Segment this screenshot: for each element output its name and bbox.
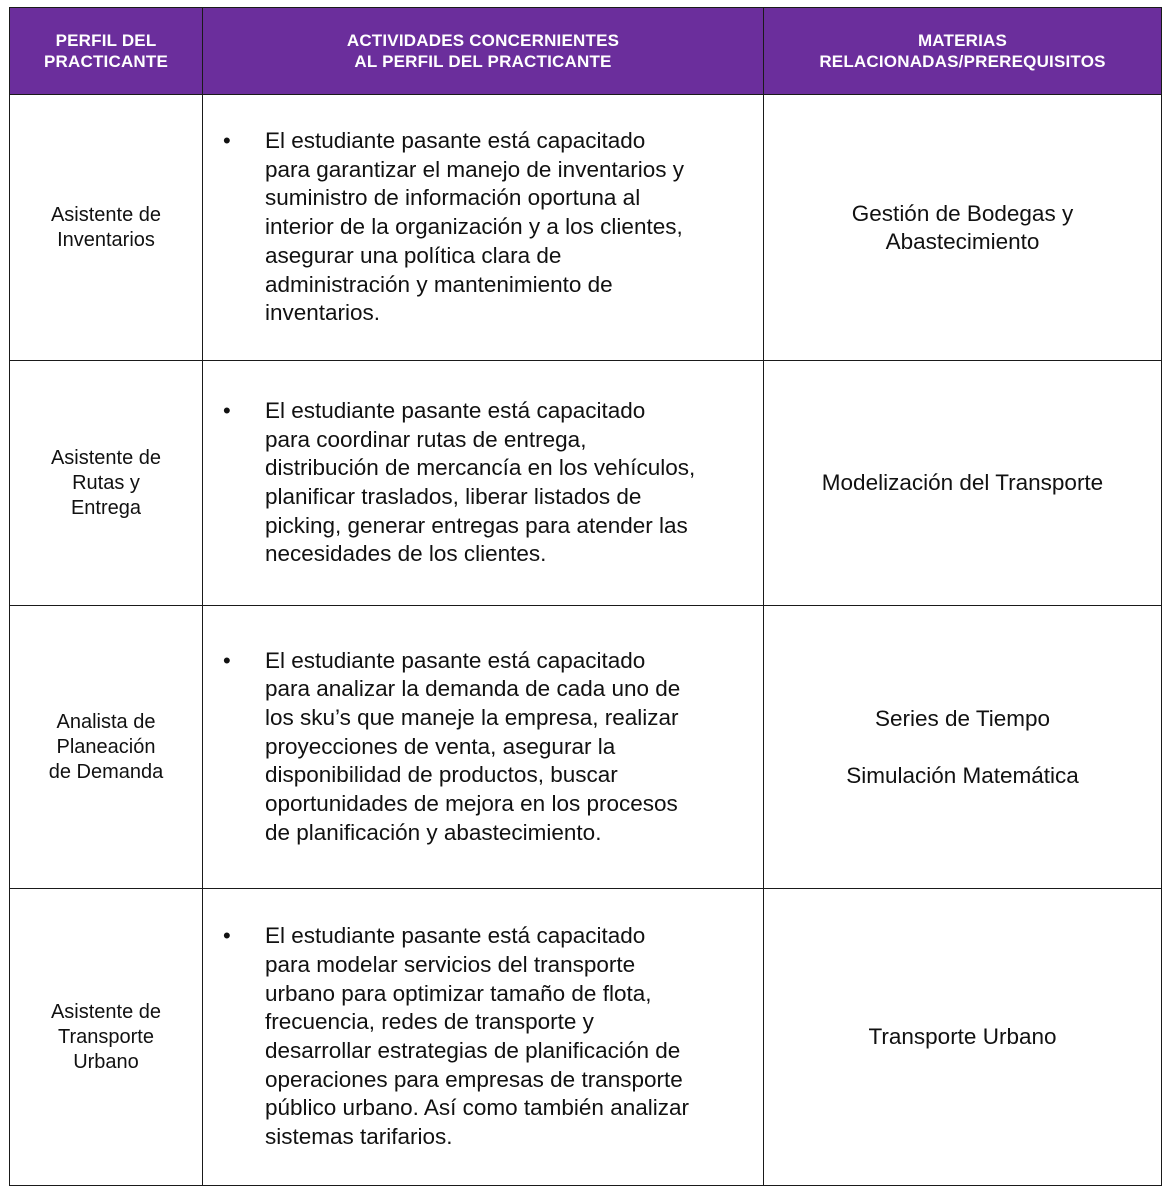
activity-bullet-item [203, 397, 763, 569]
bullet-icon: • [223, 397, 231, 423]
bullet-icon: • [223, 128, 231, 154]
subjects-cell: Series de Tiempo Simulación Matemática [764, 606, 1162, 889]
subjects-cell: Modelización del Transporte [764, 361, 1162, 606]
table-row [10, 889, 1162, 1186]
activity-text: El estudiante pasante está capacitado para coordinar rutas de entrega, distribución de mercancía en los vehículos, planificar traslados, liberar listados de picking, generar entregas para atender las necesidades de los clientes. [265, 397, 696, 567]
profile-cell: Asistente de Inventarios [10, 95, 203, 361]
activity-cell [203, 95, 764, 361]
bullet-icon: • [223, 923, 231, 949]
table-row [10, 95, 1162, 361]
profile-cell: Analista de Planeación de Demanda [10, 606, 203, 889]
activity-cell [203, 606, 764, 889]
subject-spacer [764, 733, 1161, 762]
activity-text: El estudiante pasante está capacitado para garantizar el manejo de inventarios y suministro de información oportuna al interior de la organización y a los clientes, asegurar una política clara de administración y mantenimiento de inventarios. [265, 128, 684, 326]
table-header-row [10, 8, 1162, 95]
activity-text: El estudiante pasante está capacitado para analizar la demanda de cada uno de los sku’s que maneje la empresa, realizar proyecciones de venta, asegurar la disponibilidad de productos, buscar oportunidades de mejora en los procesos de planificación y abastecimiento. [265, 647, 681, 845]
activity-cell [203, 889, 764, 1186]
profile-cell: Asistente de Rutas y Entrega [10, 361, 203, 606]
header-subjects: MATERIAS RELACIONADAS/PREREQUISITOS [764, 8, 1162, 95]
profile-cell: Asistente de Transporte Urbano [10, 889, 203, 1186]
internship-profile-table [9, 7, 1162, 1186]
activity-bullet-item [203, 647, 763, 848]
bullet-icon: • [223, 647, 231, 673]
table-row [10, 361, 1162, 606]
activity-bullet-item [203, 127, 763, 328]
activity-bullet-item [203, 922, 763, 1152]
subjects-cell: Gestión de Bodegas y Abastecimiento [764, 95, 1162, 361]
internship-profile-table-wrapper [9, 7, 1161, 1186]
header-activities: ACTIVIDADES CONCERNIENTES AL PERFIL DEL PRACTICANTE [203, 8, 764, 95]
header-profile: PERFIL DEL PRACTICANTE [10, 8, 203, 95]
activity-text: El estudiante pasante está capacitado para modelar servicios del transporte urbano para optimizar tamaño de flota, frecuencia, redes de transporte y desarrollar estrategias de planificación de operaciones para empresas de transporte público urbano. Así como también analizar sistemas tarifarios. [265, 923, 689, 1150]
activity-cell [203, 361, 764, 606]
table-row [10, 606, 1162, 889]
subjects-cell: Transporte Urbano [764, 889, 1162, 1186]
